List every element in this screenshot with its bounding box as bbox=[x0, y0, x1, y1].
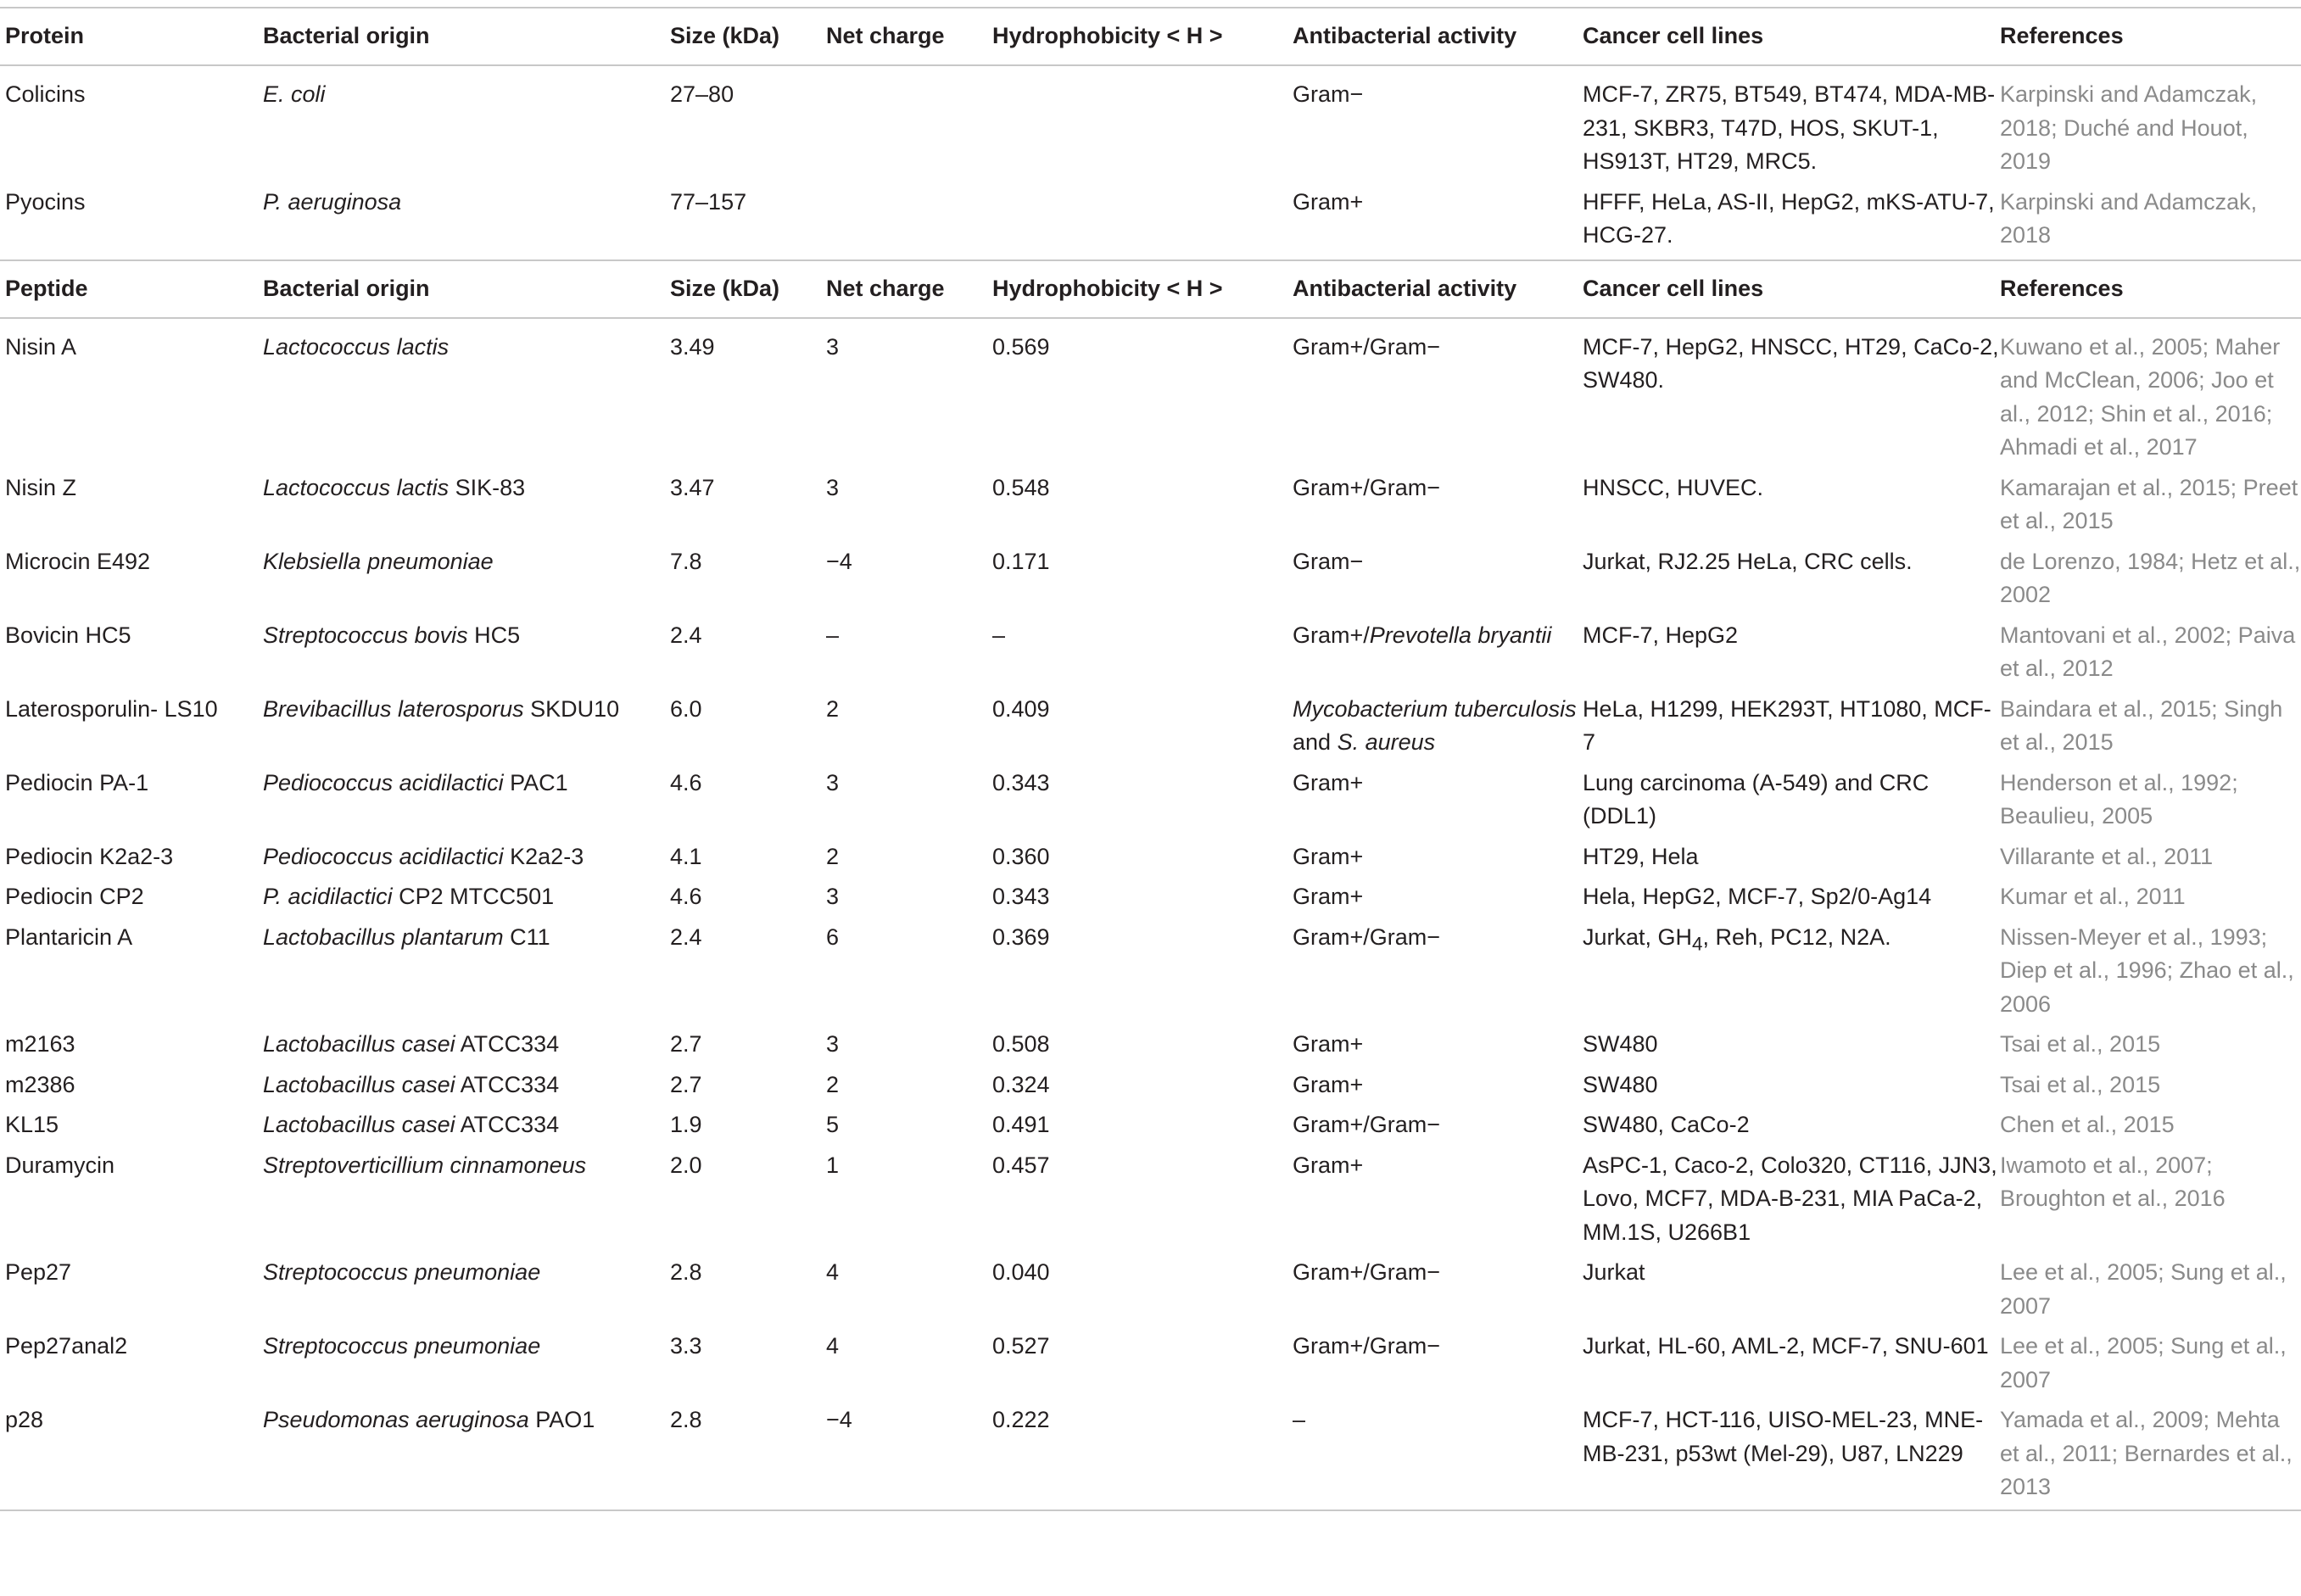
references-cell: Villarante et al., 2011 bbox=[2000, 843, 2214, 869]
cell-lines-cell: MCF-7, HepG2, HNSCC, HT29, CaCo-2, SW480. bbox=[1583, 333, 1999, 393]
name-cell: Bovicin HC5 bbox=[5, 622, 131, 648]
activity-species: Prevotella bryantii bbox=[1369, 622, 1552, 648]
header-cell: Net charge bbox=[826, 8, 992, 65]
peptide-header-row bbox=[0, 260, 2301, 318]
table-row bbox=[0, 1028, 2301, 1069]
charge-cell bbox=[826, 65, 992, 186]
hydrophobicity-cell: 0.360 bbox=[992, 843, 1050, 869]
origin-strain: C11 bbox=[503, 924, 550, 950]
origin-cell bbox=[263, 1330, 670, 1403]
references-cell: Yamada et al., 2009; Mehta et al., 2011; Bernardes et al., 2013 bbox=[2000, 1403, 2301, 1510]
table-row bbox=[0, 880, 2301, 921]
activity-cell: Gram+/Gram− bbox=[1293, 1333, 1441, 1359]
charge-cell: 4 bbox=[826, 1333, 840, 1359]
header-cell: Size (kDa) bbox=[670, 260, 826, 318]
origin-cell bbox=[263, 1069, 670, 1109]
origin-strain: ATCC334 bbox=[455, 1031, 560, 1057]
subscript: 4 bbox=[1692, 932, 1703, 954]
charge-cell: 3 bbox=[826, 333, 840, 360]
name-cell: Duramycin bbox=[5, 1152, 115, 1178]
table-row bbox=[0, 767, 2301, 840]
origin-cell bbox=[263, 1108, 670, 1149]
origin-cell bbox=[263, 472, 670, 545]
charge-cell: 1 bbox=[826, 1152, 840, 1178]
cell-lines-cell: Hela, HepG2, MCF-7, Sp2/0-Ag14 bbox=[1583, 884, 1932, 909]
references-cell: Kuwano et al., 2005; Maher and McClean, 2006; Joo et al., 2012; Shin et al., 2016; Ahmadi et al., 2017 bbox=[2000, 333, 2281, 460]
hydrophobicity-cell: 0.409 bbox=[992, 695, 1050, 722]
origin-species: Pseudomonas aeruginosa bbox=[263, 1407, 529, 1432]
charge-cell bbox=[826, 186, 992, 260]
cell-lines-cell: HNSCC, HUVEC. bbox=[1583, 474, 1764, 500]
size-cell: 6.0 bbox=[670, 695, 702, 722]
cell-lines-text: Jurkat, GH bbox=[1583, 924, 1693, 950]
cell-lines-cell bbox=[1583, 921, 2000, 1029]
references-cell: Nissen-Meyer et al., 1993; Diep et al., 1996; Zhao et al., 2006 bbox=[2000, 924, 2294, 1017]
activity-species: S. aureus bbox=[1337, 729, 1436, 755]
activity-cell: Gram+ bbox=[1293, 188, 1364, 215]
table-row bbox=[0, 545, 2301, 619]
header-cell: Cancer cell lines bbox=[1583, 260, 2000, 318]
table-row bbox=[0, 472, 2301, 545]
size-cell: 4.1 bbox=[670, 843, 702, 869]
origin-species: Brevibacillus laterosporus bbox=[263, 695, 524, 722]
charge-cell: −4 bbox=[826, 548, 852, 574]
origin-cell bbox=[263, 767, 670, 840]
size-cell: 3.49 bbox=[670, 333, 715, 360]
origin-strain: HC5 bbox=[467, 622, 521, 648]
activity-cell: Gram+ bbox=[1293, 1152, 1364, 1178]
origin-cell bbox=[263, 619, 670, 693]
header-cell: References bbox=[2000, 260, 2301, 318]
origin-species: Klebsiella pneumoniae bbox=[263, 548, 494, 574]
activity-cell: Gram+/Gram− bbox=[1293, 474, 1441, 500]
origin-strain: CP2 MTCC501 bbox=[392, 884, 555, 909]
charge-cell: 3 bbox=[826, 769, 840, 795]
name-cell: Pediocin K2a2-3 bbox=[5, 843, 174, 869]
references-cell: Tsai et al., 2015 bbox=[2000, 1031, 2161, 1057]
activity-text: and bbox=[1293, 729, 1338, 755]
origin-cell bbox=[263, 1149, 670, 1257]
cell-lines-cell: Jurkat bbox=[1583, 1259, 1645, 1285]
header-cell: Hydrophobicity < H > bbox=[992, 8, 1293, 65]
hydrophobicity-cell: 0.324 bbox=[992, 1071, 1050, 1097]
activity-cell: Gram− bbox=[1293, 81, 1364, 107]
header-cell: References bbox=[2000, 8, 2301, 65]
table-row bbox=[0, 318, 2301, 472]
hydrophobicity-cell: 0.369 bbox=[992, 924, 1050, 950]
size-cell: 1.9 bbox=[670, 1112, 702, 1137]
header-cell: Size (kDa) bbox=[670, 8, 826, 65]
name-cell: Pyocins bbox=[5, 188, 86, 215]
size-cell: 2.4 bbox=[670, 924, 702, 950]
references-cell: Karpinski and Adamczak, 2018 bbox=[2000, 188, 2258, 248]
activity-cell: Gram− bbox=[1293, 548, 1364, 574]
references-cell: Lee et al., 2005; Sung et al., 2007 bbox=[2000, 1333, 2287, 1392]
hydrophobicity-cell: 0.491 bbox=[992, 1112, 1050, 1137]
activity-text: Gram+/ bbox=[1293, 622, 1370, 648]
header-cell: Cancer cell lines bbox=[1583, 8, 2000, 65]
activity-cell: Gram+/Gram− bbox=[1293, 333, 1441, 360]
origin-species: Streptococcus pneumoniae bbox=[263, 1333, 541, 1359]
header-cell: Protein bbox=[0, 8, 263, 65]
name-cell: Nisin A bbox=[5, 333, 77, 360]
hydrophobicity-cell: 0.569 bbox=[992, 333, 1050, 360]
size-cell: 2.8 bbox=[670, 1259, 702, 1285]
charge-cell: 2 bbox=[826, 1071, 840, 1097]
origin-cell bbox=[263, 840, 670, 881]
origin-species: P. acidilactici bbox=[263, 884, 393, 909]
name-cell: m2386 bbox=[5, 1071, 75, 1097]
origin-species: Lactococcus lactis bbox=[263, 333, 450, 360]
name-cell: Pediocin PA-1 bbox=[5, 769, 149, 795]
activity-species: Mycobacterium tuberculosis bbox=[1293, 695, 1577, 722]
cell-lines-cell: Jurkat, HL-60, AML-2, MCF-7, SNU-601 bbox=[1583, 1333, 1989, 1359]
table-row bbox=[0, 840, 2301, 881]
references-cell: Tsai et al., 2015 bbox=[2000, 1071, 2161, 1097]
origin-cell bbox=[263, 318, 670, 472]
origin-species: Streptococcus pneumoniae bbox=[263, 1259, 541, 1285]
name-cell: Pep27 bbox=[5, 1259, 72, 1285]
activity-cell: Gram+/Gram− bbox=[1293, 924, 1441, 950]
name-cell: Colicins bbox=[5, 81, 86, 107]
charge-cell: – bbox=[826, 622, 840, 648]
cell-lines-cell: SW480 bbox=[1583, 1071, 1658, 1097]
size-cell: 3.3 bbox=[670, 1333, 702, 1359]
origin-strain: SKDU10 bbox=[523, 695, 620, 722]
size-cell: 2.0 bbox=[670, 1152, 702, 1178]
charge-cell: 6 bbox=[826, 924, 840, 950]
references-cell: Karpinski and Adamczak, 2018; Duché and Houot, 2019 bbox=[2000, 81, 2258, 174]
activity-cell: Gram+ bbox=[1293, 1071, 1364, 1097]
table-row bbox=[0, 619, 2301, 693]
charge-cell: 3 bbox=[826, 1031, 840, 1057]
hydrophobicity-cell: 0.508 bbox=[992, 1031, 1050, 1057]
cell-lines-text: , Reh, PC12, N2A. bbox=[1702, 924, 1891, 950]
references-cell: Mantovani et al., 2002; Paiva et al., 2012 bbox=[2000, 622, 2296, 681]
hydrophobicity-cell: 0.171 bbox=[992, 548, 1050, 574]
header-cell: Bacterial origin bbox=[263, 260, 670, 318]
header-cell: Hydrophobicity < H > bbox=[992, 260, 1293, 318]
cell-lines-cell: MCF-7, ZR75, BT549, BT474, MDA-MB-231, SKBR3, T47D, HOS, SKUT-1, HS913T, HT29, MRC5. bbox=[1583, 81, 1996, 174]
hydrophobicity-cell: 0.527 bbox=[992, 1333, 1050, 1359]
name-cell: Nisin Z bbox=[5, 474, 77, 500]
activity-cell: Gram+/Gram− bbox=[1293, 1112, 1441, 1137]
name-cell: Pep27anal2 bbox=[5, 1333, 128, 1359]
origin-strain: ATCC334 bbox=[455, 1112, 560, 1137]
activity-cell: Gram+ bbox=[1293, 843, 1364, 869]
references-cell: Henderson et al., 1992; Beaulieu, 2005 bbox=[2000, 769, 2238, 829]
origin-species: Lactobacillus plantarum bbox=[263, 924, 504, 950]
origin-strain: SIK-83 bbox=[449, 474, 526, 500]
cell-lines-cell: MCF-7, HepG2 bbox=[1583, 622, 1739, 648]
hydrophobicity-cell: 0.548 bbox=[992, 474, 1050, 500]
origin-cell bbox=[263, 921, 670, 1029]
cell-lines-cell: Lung carcinoma (A-549) and CRC (DDL1) bbox=[1583, 769, 1930, 829]
name-cell: m2163 bbox=[5, 1031, 75, 1057]
origin-cell bbox=[263, 545, 670, 619]
origin-cell bbox=[263, 880, 670, 921]
charge-cell: 3 bbox=[826, 884, 840, 909]
activity-cell: – bbox=[1293, 1403, 1583, 1510]
size-cell: 2.4 bbox=[670, 622, 702, 648]
origin-strain: PAC1 bbox=[503, 769, 568, 795]
size-cell: 2.7 bbox=[670, 1071, 702, 1097]
origin-species: Streptoverticillium cinnamoneus bbox=[263, 1152, 587, 1178]
charge-cell: 2 bbox=[826, 695, 840, 722]
hydrophobicity-cell: 0.222 bbox=[992, 1403, 1293, 1510]
activity-cell bbox=[1293, 619, 1583, 693]
references-cell: de Lorenzo, 1984; Hetz et al., 2002 bbox=[2000, 548, 2301, 607]
origin-cell bbox=[263, 1403, 670, 1510]
table-row bbox=[0, 1403, 2301, 1510]
charge-cell: 4 bbox=[826, 1259, 840, 1285]
size-cell: 4.6 bbox=[670, 884, 702, 909]
cell-lines-cell: MCF-7, HCT-116, UISO-MEL-23, MNE-MB-231, p53wt (Mel-29), U87, LN229 bbox=[1583, 1403, 2000, 1510]
cell-lines-cell: HT29, Hela bbox=[1583, 843, 1699, 869]
cell-lines-cell: HeLa, H1299, HEK293T, HT1080, MCF-7 bbox=[1583, 695, 1991, 755]
table-row bbox=[0, 1256, 2301, 1330]
charge-cell: −4 bbox=[826, 1403, 992, 1510]
cell-lines-cell: Jurkat, RJ2.25 HeLa, CRC cells. bbox=[1583, 548, 1913, 574]
name-cell: p28 bbox=[0, 1403, 263, 1510]
origin-species: P. aeruginosa bbox=[263, 188, 402, 215]
references-cell: Kumar et al., 2011 bbox=[2000, 884, 2186, 909]
origin-species: Lactococcus lactis bbox=[263, 474, 450, 500]
origin-species: E. coli bbox=[263, 81, 326, 107]
table-row bbox=[0, 1069, 2301, 1109]
origin-species: Pediococcus acidilactici bbox=[263, 843, 504, 869]
table-row bbox=[0, 921, 2301, 1029]
activity-cell: Gram+ bbox=[1293, 769, 1364, 795]
charge-cell: 5 bbox=[826, 1112, 840, 1137]
table-row bbox=[0, 693, 2301, 767]
cell-lines-cell: SW480, CaCo-2 bbox=[1583, 1112, 1750, 1137]
name-cell: Pediocin CP2 bbox=[5, 884, 144, 909]
cell-lines-cell: AsPC-1, Caco-2, Colo320, CT116, JJN3, Lovo, MCF7, MDA-B-231, MIA PaCa-2, MM.1S, U266B1 bbox=[1583, 1152, 1997, 1245]
hydrophobicity-cell bbox=[992, 65, 1293, 186]
hydrophobicity-cell: 0.343 bbox=[992, 769, 1050, 795]
size-cell: 2.7 bbox=[670, 1031, 702, 1057]
table-row bbox=[0, 1330, 2301, 1403]
origin-species: Lactobacillus casei bbox=[263, 1112, 455, 1137]
anticancer-bacteriocin-table bbox=[0, 7, 2301, 1511]
charge-cell: 2 bbox=[826, 843, 840, 869]
size-cell: 27–80 bbox=[670, 81, 734, 107]
references-cell: Baindara et al., 2015; Singh et al., 2015 bbox=[2000, 695, 2283, 755]
header-cell: Antibacterial activity bbox=[1293, 260, 1583, 318]
origin-species: Lactobacillus casei bbox=[263, 1031, 455, 1057]
name-cell: KL15 bbox=[5, 1112, 59, 1137]
origin-species: Lactobacillus casei bbox=[263, 1071, 455, 1097]
origin-strain: K2a2-3 bbox=[503, 843, 584, 869]
activity-cell: Gram+/Gram− bbox=[1293, 1259, 1441, 1285]
name-cell: Microcin E492 bbox=[5, 548, 151, 574]
references-cell: Kamarajan et al., 2015; Preet et al., 2015 bbox=[2000, 474, 2298, 533]
origin-strain: ATCC334 bbox=[455, 1071, 560, 1097]
origin-strain: PAO1 bbox=[528, 1407, 595, 1432]
references-cell: Iwamoto et al., 2007; Broughton et al., 2016 bbox=[2000, 1152, 2226, 1211]
activity-cell bbox=[1293, 693, 1583, 767]
table-row bbox=[0, 186, 2301, 260]
hydrophobicity-cell: – bbox=[992, 622, 1006, 648]
charge-cell: 3 bbox=[826, 474, 840, 500]
hydrophobicity-cell bbox=[992, 186, 1293, 260]
name-cell: Plantaricin A bbox=[5, 924, 133, 950]
header-cell: Antibacterial activity bbox=[1293, 8, 1583, 65]
activity-cell: Gram+ bbox=[1293, 1031, 1364, 1057]
size-cell: 4.6 bbox=[670, 769, 702, 795]
name-cell: Laterosporulin- LS10 bbox=[5, 695, 218, 722]
cell-lines-cell: SW480 bbox=[1583, 1031, 1658, 1057]
origin-species: Pediococcus acidilactici bbox=[263, 769, 504, 795]
origin-species: Streptococcus bovis bbox=[263, 622, 468, 648]
table-row bbox=[0, 1149, 2301, 1257]
origin-cell bbox=[263, 1256, 670, 1330]
size-cell: 77–157 bbox=[670, 188, 747, 215]
size-cell: 3.47 bbox=[670, 474, 715, 500]
origin-cell bbox=[263, 693, 670, 767]
hydrophobicity-cell: 0.040 bbox=[992, 1259, 1050, 1285]
protein-header-row bbox=[0, 8, 2301, 65]
origin-cell bbox=[263, 1028, 670, 1069]
header-cell: Bacterial origin bbox=[263, 8, 670, 65]
header-cell: Peptide bbox=[0, 260, 263, 318]
references-cell: Chen et al., 2015 bbox=[2000, 1112, 2175, 1137]
hydrophobicity-cell: 0.457 bbox=[992, 1152, 1050, 1178]
references-cell: Lee et al., 2005; Sung et al., 2007 bbox=[2000, 1259, 2287, 1319]
size-cell: 2.8 bbox=[670, 1403, 826, 1510]
hydrophobicity-cell: 0.343 bbox=[992, 884, 1050, 909]
header-cell: Net charge bbox=[826, 260, 992, 318]
activity-cell: Gram+ bbox=[1293, 884, 1364, 909]
size-cell: 7.8 bbox=[670, 548, 702, 574]
table-row bbox=[0, 65, 2301, 186]
origin-cell bbox=[263, 186, 670, 260]
cell-lines-cell: HFFF, HeLa, AS-II, HepG2, mKS-ATU-7, HCG-27. bbox=[1583, 188, 1995, 248]
origin-cell bbox=[263, 65, 670, 186]
table-row bbox=[0, 1108, 2301, 1149]
